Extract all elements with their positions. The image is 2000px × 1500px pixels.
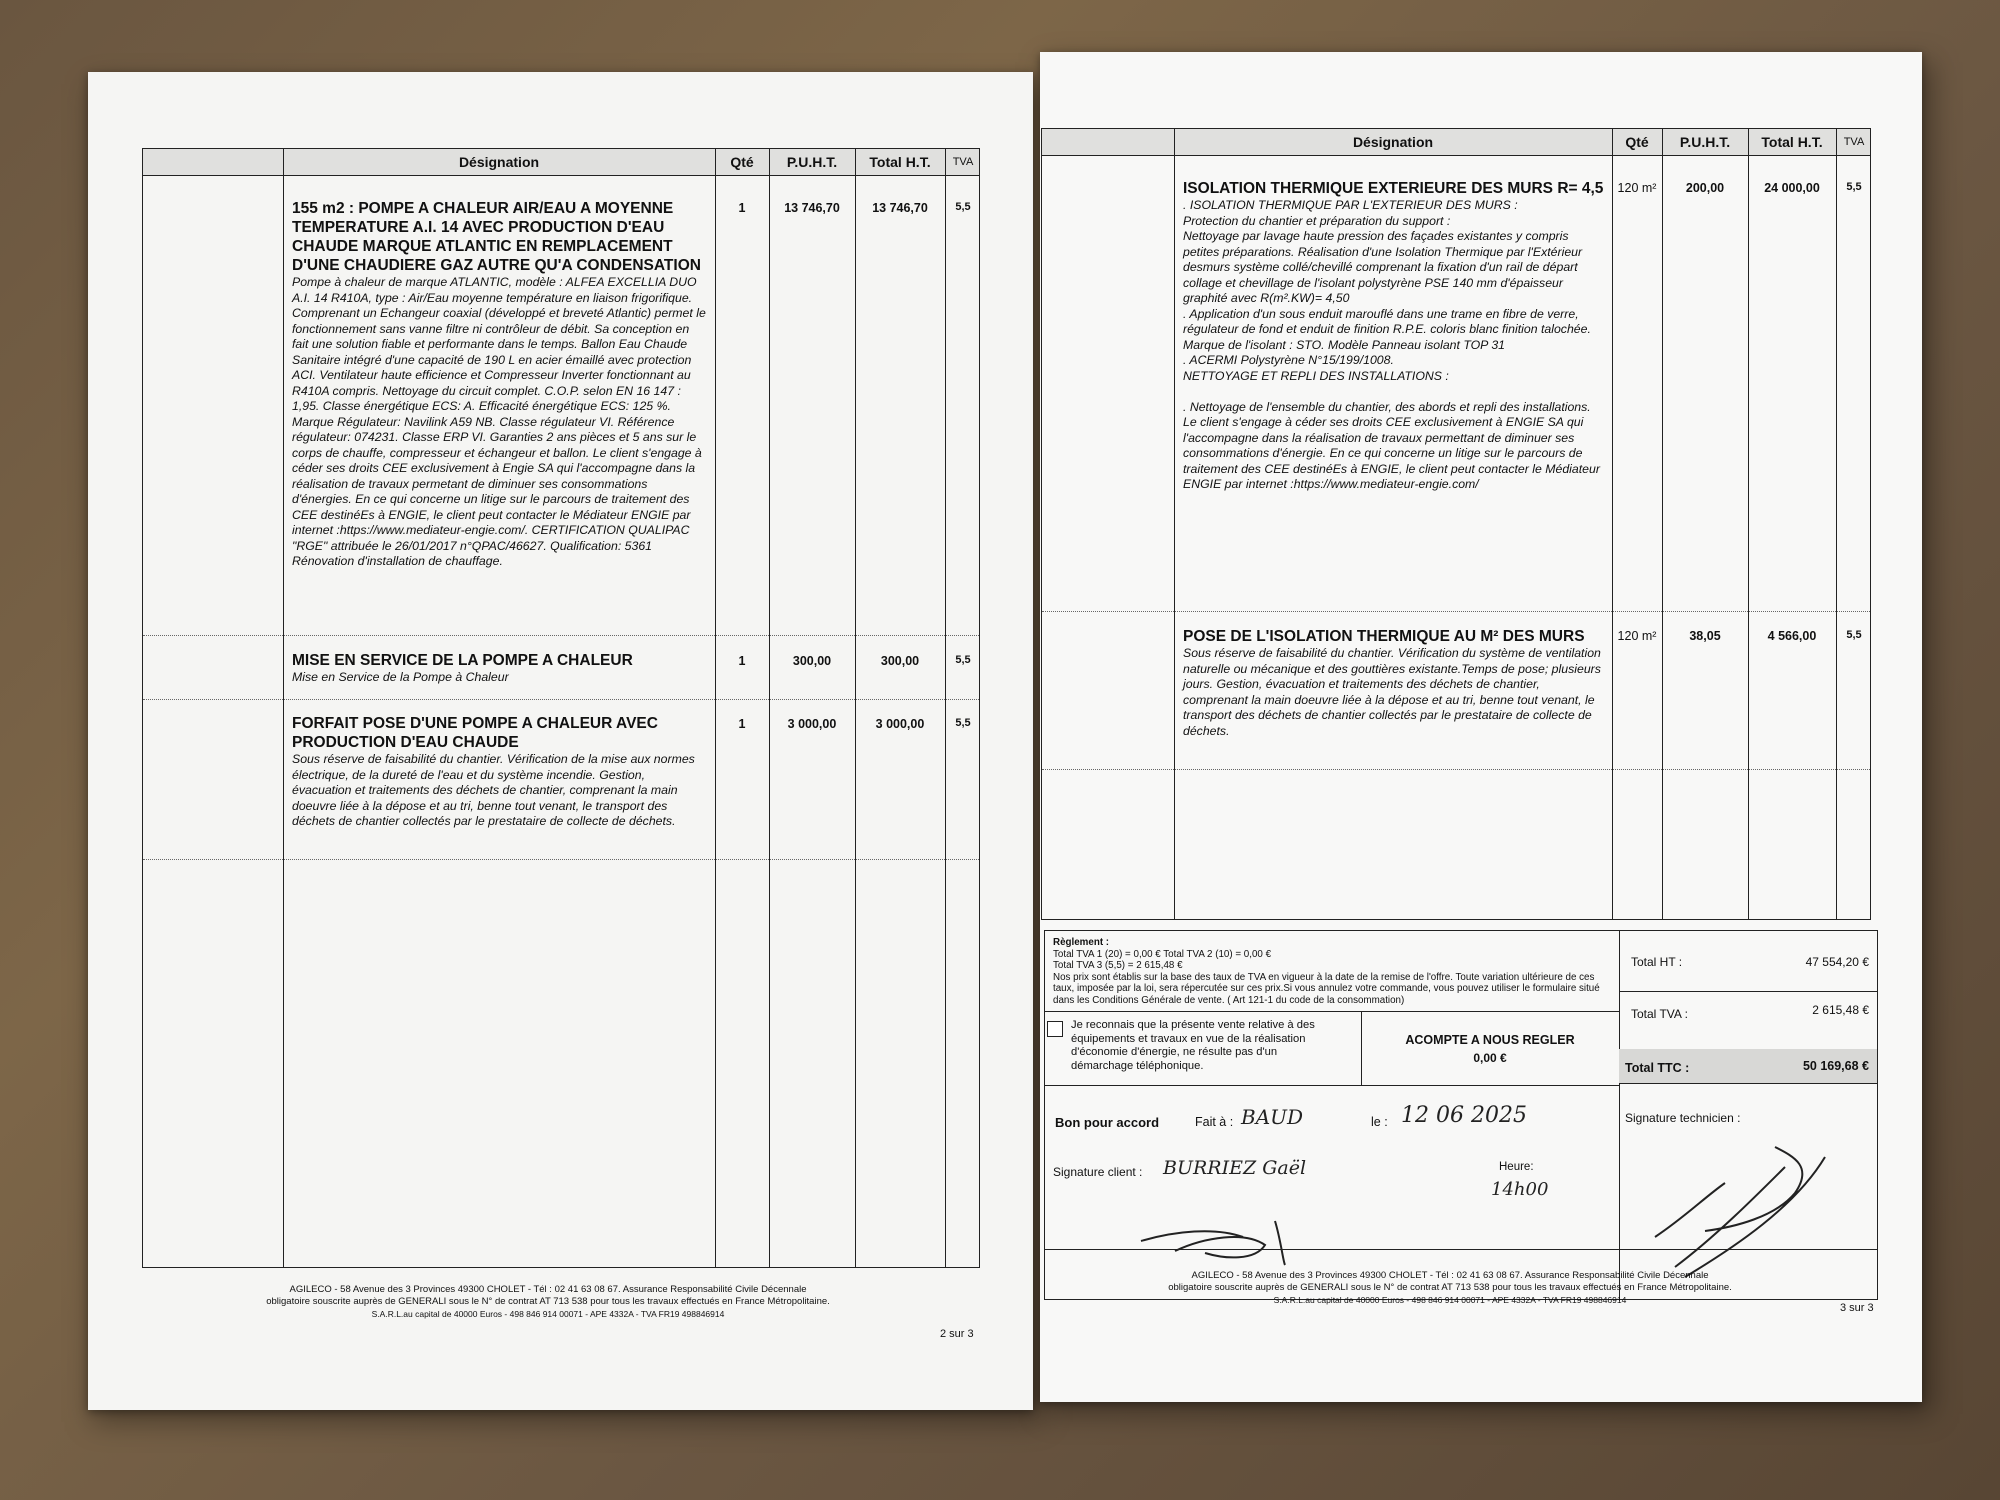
- item-unit-price: 300,00: [792, 654, 832, 668]
- company-footer: AGILECO - 58 Avenue des 3 Provinces 49300 CHOLET - Tél : 02 41 63 08 67. Assurance Responsabilité Civile Décennale obligatoire souscrite auprès de GENERALI sous le N° de contrat AT 713 538 pour tous les travaux effectués en France Métropolitaine. S.A.R.L.au capital de 40000 Euros - 498 846 914 00071 - APE 4332A - TVA FR19 498846914: [1168, 1270, 1732, 1305]
- item-title: FORFAIT POSE D'UNE POMPE A CHALEUR AVEC PRODUCTION D'EAU CHAUDE: [292, 715, 658, 751]
- header-designation: Désignation: [1352, 134, 1434, 150]
- item-description: Sous réserve de faisabilité du chantier. Vérification de la mise aux normes électrique, de la dureté de l'eau et du système incendie. Gestion, évacuation et traitements des déchets de chantier, comprenant la main doeuvre liée à la dépose et au tri, benne tout venant, le transport des déchets de chantier collectés par le prestataire de collecte de déchets.: [292, 752, 695, 828]
- item-description: Mise en Service de la Pompe à Chaleur: [292, 670, 509, 684]
- table-header: [1042, 129, 1870, 156]
- total-ht-value: 47 554,20 €: [1805, 955, 1869, 969]
- header-qte: Qté: [730, 154, 754, 170]
- total-ht-label: Total HT :: [1631, 955, 1683, 969]
- item-description: . ISOLATION THERMIQUE PAR L'EXTERIEUR DES MURS : Protection du chantier et préparation du support : Nettoyage par lavage haute pression des façades existantes y compris petites préparations. Réalisation d'une Isolation Thermique par l'Extérieur desmurs système collé/chevillé comprenant la fixation d'un rail de départ collage et chevillage de l'isolant polystyrène PSE 140 mm d'épaisseur graphité avec R(m².KW)= 4,50 . Application d'un sous enduit marouflé dans une trame en fibre de verre, régulateur de fond et enduit de finition R.P.E. coloris blanc finition talochée. Marque de l'isolant : STO. Modèle Panneau isolant TOP 31 . ACERMI Polystyrène N°15/199/1008. NETTOYAGE ET REPLI DES INSTALLATIONS : . Nettoyage de l'ensemble du chantier, des abords et repli des installations. Le client s'engage à céder ses droits CEE exclusivement à ENGIE SA qui l'accompagne dans la réalisation de travaux permettant de diminuer ses consommations d'énergie. En ce qui concerne un litige sur le parcours de traitement des CEE destinéEs à ENGIE, le client peut contacter le Médiateur ENGIE par internet :https://www.mediateur-engie.com/: [1183, 198, 1600, 491]
- page-number: 3 sur 3: [1840, 1302, 1874, 1314]
- item-title: MISE EN SERVICE DE LA POMPE A CHALEUR: [292, 652, 633, 669]
- header-designation: Désignation: [458, 154, 540, 170]
- header-total: Total H.T.: [869, 154, 931, 170]
- consent-text: Je reconnais que la présente vente relative à des équipements et travaux en vue de la réalisation d'économie d'énergie, ne résulte pas d'un démarchage téléphonique.: [1071, 1019, 1315, 1072]
- item-title: ISOLATION THERMIQUE EXTERIEURE DES MURS R= 4,5: [1183, 180, 1604, 197]
- item-description: Pompe à chaleur de marque ATLANTIC, modèle : ALFEA EXCELLIA DUO A.I. 14 R410A, type : Air/Eau moyenne température en liaison frigorifique. Comprenant un Echangeur coaxial (développé et breveté Atlantic) permet le fonctionnement sans vanne filtre ni contrôleur de débit. Sa conception en fait une solution fiable et performante dans le temps. Ballon Eau Chaude Sanitaire intégré d'une capacité de 190 L en acier émaillé avec protection ACI. Ventilateur haute efficience et Compresseur Inverter fonctionnant au R410A compris. Nettoyage du circuit complet. C.O.P. selon EN 16 147 : 1,95. Classe énergétique ECS: A. Efficacité énergétique ECS: 125 %. Marque Régulateur: Navilink A59 NB. Classe régulateur VI. Référence régulateur: 074231. Classe ERP VI. Garanties 2 ans pièces et 5 ans sur le corps de chauffe, compresseur et échangeur et ballon. Le client s'engage à céder ses droits CEE exclusivement à Engie SA qui l'accompagne dans la réalisation de travaux permetant de diminuer ses consommations d'énergies. En ce qui concerne un litige sur le parcours de traitement des CEE destinéEs à ENGIE, le client peut contacter le Médiateur ENGIE par internet :https://www.mediateur-engie.com/. CERTIFICATION QUALIPAC "RGE" attribuée le 26/01/2017 n°QPAC/46627. Qualification: 5361 Rénovation d'installation de chauffage.: [292, 275, 706, 568]
- quote-page-2: [88, 72, 1033, 1410]
- line-item: [1183, 179, 1607, 493]
- heure-handwritten: 14h00: [1491, 1179, 1549, 1200]
- items-table-page-2: [142, 148, 980, 1268]
- client-name-handwritten: BURRIEZ Gaël: [1163, 1157, 1307, 1179]
- technician-signature: [1645, 1127, 1845, 1287]
- heure-label: Heure:: [1499, 1161, 1534, 1173]
- reglement-block: [1053, 937, 1613, 1006]
- bon-pour-accord: Bon pour accord: [1055, 1115, 1160, 1130]
- line-item: [292, 199, 707, 570]
- page-number: 2 sur 3: [940, 1328, 974, 1340]
- item-unit-price: 38,05: [1689, 629, 1721, 643]
- legal-notice: Nos prix sont établis sur la base des taux de TVA en vigueur à la date de la remise de l'offre. Toute variation ultérieure de ces taux, imposée par la loi, sera répercutée sur ces prix.Si vous annulez votre commande, vous pouvez utiliser le formulaire situé dans les Conditions Générale de vente. ( Art 121-1 du code de la consommation): [1053, 971, 1600, 1006]
- total-tva-label: Total TVA :: [1631, 1007, 1688, 1021]
- header-tva: TVA: [1843, 136, 1865, 148]
- header-qte: Qté: [1625, 134, 1649, 150]
- item-tva: 5,5: [955, 717, 971, 729]
- reglement-label: Règlement :: [1053, 937, 1110, 948]
- date-label: le :: [1371, 1115, 1388, 1129]
- item-total: 24 000,00: [1764, 181, 1820, 195]
- acompte-value: 0,00 €: [1473, 1051, 1507, 1065]
- item-total: 4 566,00: [1767, 629, 1817, 643]
- consent-checkbox[interactable]: [1047, 1021, 1063, 1037]
- item-tva: 5,5: [955, 201, 971, 213]
- acompte-label: ACOMPTE A NOUS REGLER: [1405, 1033, 1575, 1047]
- tva-breakdown-1: Total TVA 1 (20) = 0,00 € Total TVA 2 (10) = 0,00 €: [1053, 948, 1272, 960]
- header-puht: P.U.H.T.: [1679, 134, 1731, 150]
- signature-client-label: Signature client :: [1053, 1165, 1143, 1179]
- item-tva: 5,5: [1846, 629, 1862, 641]
- line-item: [292, 651, 707, 686]
- company-footer: AGILECO - 58 Avenue des 3 Provinces 49300 CHOLET - Tél : 02 41 63 08 67. Assurance Responsabilité Civile Décennale obligatoire souscrite auprès de GENERALI sous le N° de contrat AT 713 538 pour tous les travaux effectués en France Métropolitaine. S.A.R.L.au capital de 40000 Euros - 498 846 914 00071 - APE 4332A - TVA FR19 498846914: [266, 1284, 830, 1319]
- items-table-page-3: [1041, 128, 1871, 920]
- item-total: 300,00: [880, 654, 920, 668]
- item-tva: 5,5: [1846, 181, 1862, 193]
- date-handwritten: 12 06 2025: [1401, 1103, 1527, 1128]
- fait-a-handwritten: BAUD: [1241, 1105, 1304, 1129]
- item-total: 13 746,70: [872, 201, 928, 215]
- table-header: [143, 149, 979, 176]
- total-tva-value: 2 615,48 €: [1812, 1003, 1869, 1017]
- item-title: POSE DE L'ISOLATION THERMIQUE AU M² DES MURS: [1183, 628, 1585, 645]
- item-qty: 1: [738, 201, 746, 215]
- client-signature: [1135, 1201, 1355, 1271]
- header-total: Total H.T.: [1761, 134, 1823, 150]
- item-description: Sous réserve de faisabilité du chantier. Vérification du système de ventilation naturelle ou mécanique et des gouttières existante.Temps de pose; plusieurs jours. Gestion, évacuation et traitements des déchets de chantier, comprenant la main doeuvre liée à la dépose et au tri, benne tout venant, le transport des déchets de chantier collectés par le prestataire de collecte de déchets.: [1183, 646, 1601, 738]
- signature-tech-label: Signature technicien :: [1625, 1111, 1741, 1125]
- item-qty: 1: [738, 654, 746, 668]
- item-unit-price: 200,00: [1685, 181, 1725, 195]
- quote-page-3: [1040, 52, 1922, 1402]
- line-item: [292, 714, 707, 830]
- fait-a-label: Fait à :: [1195, 1115, 1234, 1129]
- item-total: 3 000,00: [875, 717, 925, 731]
- tva-breakdown-2: Total TVA 3 (5,5) = 2 615,48 €: [1053, 960, 1183, 971]
- total-ttc-value: 50 169,68 €: [1802, 1059, 1869, 1073]
- item-qty: 1: [738, 717, 746, 731]
- item-tva: 5,5: [955, 654, 971, 666]
- item-unit-price: 3 000,00: [787, 717, 837, 731]
- item-qty: 120 m²: [1617, 629, 1657, 643]
- total-ttc-label: Total TTC :: [1625, 1061, 1690, 1075]
- item-qty: 120 m²: [1617, 181, 1657, 195]
- payment-summary: [1044, 930, 1878, 1300]
- item-unit-price: 13 746,70: [784, 201, 840, 215]
- item-title: 155 m2 : POMPE A CHALEUR AIR/EAU A MOYENNE TEMPERATURE A.I. 14 AVEC PRODUCTION D'EAU CHAUDE MARQUE ATLANTIC EN REMPLACEMENT D'UNE CHAUDIERE GAZ AUTRE QU'A CONDENSATION: [292, 200, 701, 274]
- line-item: [1183, 627, 1607, 739]
- header-tva: TVA: [952, 156, 974, 168]
- header-puht: P.U.H.T.: [786, 154, 838, 170]
